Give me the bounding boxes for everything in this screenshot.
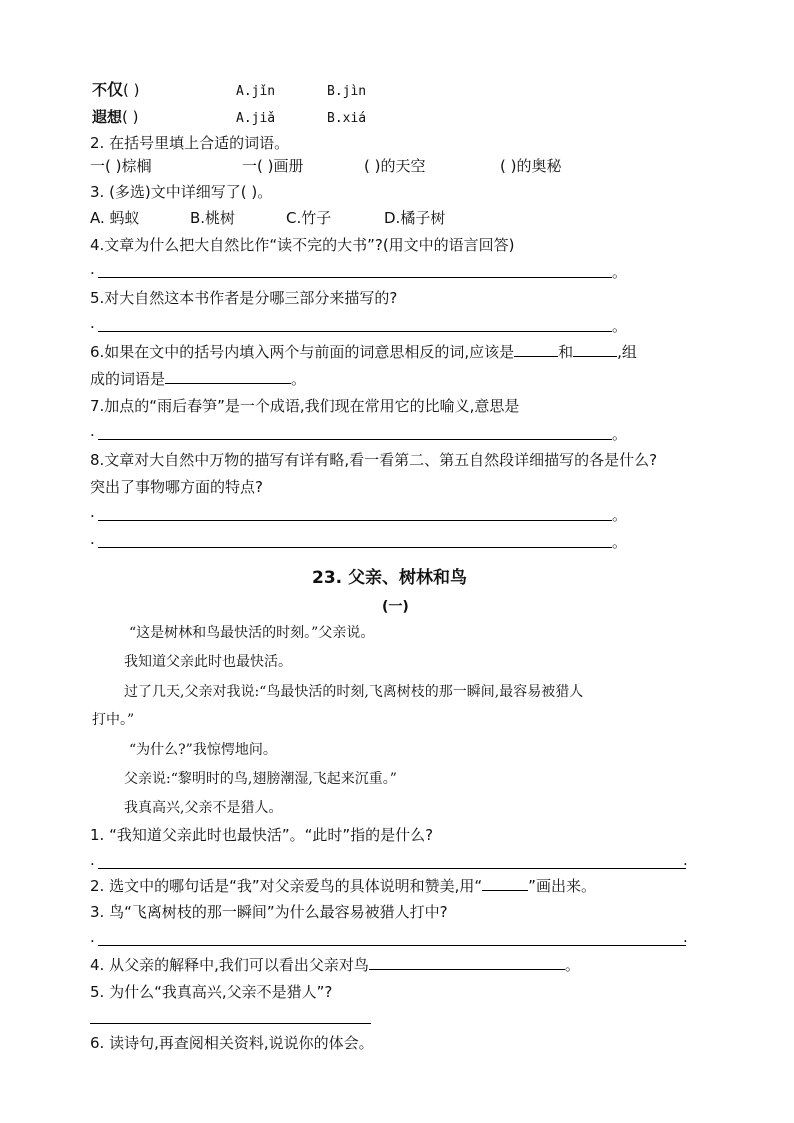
q2-item-3: ( )的天空 (364, 157, 426, 175)
q4-answer-start: . (90, 260, 95, 278)
q2-2-prompt-b: ”画出来。 (528, 877, 596, 895)
q8-answer2-end: 。 (612, 533, 628, 551)
q6-part1: 6.如果在文中的括号内填入两个与前面的词意思相反的词,应该是 (90, 343, 515, 361)
q2-4-end: 。 (564, 956, 580, 974)
q2-3-answer-end: . (683, 928, 688, 946)
passage-line-4: 打中。” (92, 712, 135, 728)
passage-line-7: 我真高兴,父亲不是猎人。 (124, 800, 283, 816)
q3-prompt: 3. (多选)文中详细写了( )。 (90, 183, 273, 201)
passage-line-1: “这是树林和鸟最快活的时刻。”父亲说。 (129, 625, 375, 641)
passage-line-3: 过了几天,父亲对我说:“鸟最快活的时刻,飞离树枝的那一瞬间,最容易被猎人 (124, 684, 584, 700)
q1-row2-opt-a: A.jiǎ (236, 111, 276, 126)
q7-answer-start: . (90, 422, 95, 440)
section-title: 23. 父亲、树林和鸟 (312, 568, 468, 588)
q8-answer2-start: . (90, 530, 95, 548)
q8-answer1-end: 。 (612, 506, 628, 524)
q1-word1-char-b: 仅 (107, 80, 124, 99)
q2-prompt: 2. 在括号里填上合适的词语。 (90, 134, 290, 152)
q4-answer-line[interactable] (98, 277, 612, 278)
q6-blank-3[interactable] (165, 369, 291, 384)
q2-5-answer-line[interactable] (90, 1023, 371, 1024)
q5-answer-end: 。 (612, 317, 628, 335)
q2-3-answer-line[interactable] (98, 945, 686, 946)
q2-1-answer-line[interactable] (98, 868, 686, 869)
q5-answer-line[interactable] (98, 331, 612, 332)
q4-answer-end: 。 (612, 263, 628, 281)
passage-line-2: 我知道父亲此时也最快活。 (124, 654, 292, 670)
q3-option-a: A. 蚂蚁 (90, 209, 140, 227)
q8-line2: 突出了事物哪方面的特点? (90, 478, 263, 496)
q2-2-blank (482, 876, 528, 891)
q2-6-prompt: 6. 读诗句,再查阅相关资料,说说你的体会。 (90, 1034, 374, 1052)
q2-item-1: 一( )棕榈 (90, 157, 152, 175)
q5-prompt: 5.对大自然这本书作者是分哪三部分来描写的? (90, 289, 398, 307)
q6-mid: 和 (558, 343, 574, 361)
q6-line2 (90, 369, 306, 389)
q6-blank-1[interactable] (514, 342, 558, 357)
q5-answer-start: . (90, 314, 95, 332)
q8-line1: 8.文章对大自然中万物的描写有详有略,看一看第二、第五自然段详细描写的各是什么? (90, 451, 658, 469)
q7-prompt: 7.加点的“雨后春笋”是一个成语,我们现在常用它的比喻义,意思是 (90, 397, 520, 415)
q2-3-prompt: 3. 鸟“飞离树枝的那一瞬间”为什么最容易被猎人打中? (90, 903, 448, 921)
q1-word1-char-a: 不 (92, 81, 108, 99)
section-part: (一) (382, 599, 409, 615)
q2-2-prompt-a: 2. 选文中的哪句话是“我”对父亲爱鸟的具体说明和赞美,用“ (90, 877, 483, 895)
q2-4-blank[interactable] (369, 955, 565, 970)
q1-row2 (92, 107, 139, 127)
q1-row2-paren: ( ) (122, 108, 139, 126)
q7-answer-end: 。 (612, 425, 628, 443)
q1-word2-char-a: 遐 (92, 108, 108, 126)
q2-3-answer-start: . (90, 928, 95, 946)
q2-5-prompt: 5. 为什么“我真高兴,父亲不是猎人”? (90, 983, 333, 1001)
q1-row2-opt-b: B.xiá (327, 111, 367, 126)
q2-4-line (90, 955, 580, 975)
q1-row1 (92, 80, 140, 100)
q8-answer-line-1[interactable] (98, 520, 612, 521)
q6-part2: ,组 (617, 343, 637, 361)
q1-row1-opt-b: B.jìn (327, 84, 367, 99)
passage-line-5: “为什么?”我惊愕地问。 (129, 742, 277, 758)
q2-item-4: ( )的奥秘 (500, 157, 562, 175)
q8-answer1-start: . (90, 503, 95, 521)
q6-end: 。 (291, 370, 307, 388)
q2-1-prompt: 1. “我知道父亲此时也最快活”。“此时”指的是什么? (90, 826, 434, 844)
q1-word2-char-b: 想 (107, 108, 123, 126)
q2-item-2: 一( )画册 (242, 157, 304, 175)
q3-option-c: C.竹子 (286, 209, 332, 227)
q3-option-b: B.桃树 (190, 209, 236, 227)
q8-answer-line-2[interactable] (98, 547, 612, 548)
passage-line-6: 父亲说:“黎明时的鸟,翅膀潮湿,飞起来沉重。” (124, 771, 397, 787)
q1-row1-paren: ( ) (123, 81, 140, 99)
q2-1-answer-end: . (683, 851, 688, 869)
q2-2-line (90, 876, 596, 896)
q6-blank-2[interactable] (573, 342, 617, 357)
q7-answer-line[interactable] (98, 439, 612, 440)
q2-4-prompt: 4. 从父亲的解释中,我们可以看出父亲对鸟 (90, 956, 369, 974)
q6-line1 (90, 342, 637, 362)
q6-part3: 成的词语是 (90, 370, 166, 388)
q3-option-d: D.橘子树 (384, 209, 446, 227)
q4-prompt: 4.文章为什么把大自然比作“读不完的大书”?(用文中的语言回答) (90, 236, 515, 254)
q1-row1-opt-a: A.jǐn (236, 84, 276, 99)
q2-1-answer-start: . (90, 851, 95, 869)
